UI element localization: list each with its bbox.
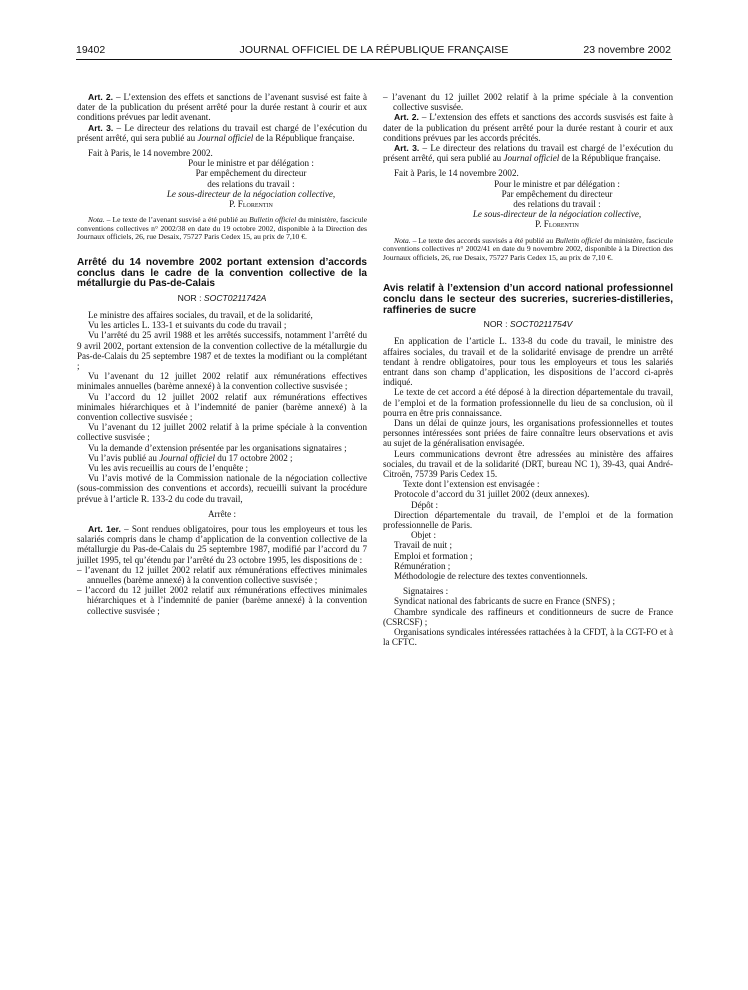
nota-note: Nota. – Le texte de l’avenant susvisé a été publié au Bulletin officiel du ministère, fascicule conventions collectives n° 2002/38 en date du 19 octobre 2002, disponible à la Direction des Journaux officiels, 26, rue Desaix, 75727 Paris Cedex 15, au prix de 7,10 €. <box>77 215 367 242</box>
list-item: Syndicat national des fabricants de sucre en France (SNFS) ; <box>394 596 615 607</box>
paragraph: Vu l’accord du 12 juillet 2002 relatif aux rémunérations effectives minimales hiérarchiques et à l’indemnité de panier (barème annexé) à la convention collective susvisée ; <box>77 391 367 423</box>
paragraph: Le ministre des affaires sociales, du travail, et de la solidarité, <box>88 310 313 320</box>
signature-block: Pour le ministre et par délégation : Par empêchement du directeur des relations du travail : Le sous-directeur de la négociation collective, P. Florentin <box>77 158 367 209</box>
protocole-line: Protocole d’accord du 31 juillet 2002 (deux annexes). <box>394 489 590 500</box>
subheading-texte: Texte dont l’extension est envisagée : <box>403 479 540 490</box>
signature-date: Fait à Paris, le 14 novembre 2002. <box>88 148 213 159</box>
article-2: Art. 2. – L’extension des effets et sanctions des accords susvisés est faite à dater de la publication du présent arrêté pour la durée restant à courir et aux conditions prévues par les accords précités. <box>383 112 674 143</box>
nota-note: Nota. – Le texte des accords susvisés a été publié au Bulletin officiel du ministère, fascicule conventions collectives n° 2002/41 en date du 9 novembre 2002, disponible à la Direction des Journaux officiels, 26, rue Desaix, 75727 Paris Cedex 15, au prix de 7,10 €. <box>383 235 673 262</box>
paragraph: Le texte de cet accord a été déposé à la direction départementale du travail, de l’emploi et de la formation professionnelle du lieu de sa conclusion, où il pourra en être pris connaissance. <box>383 387 673 418</box>
paragraph: Dans un délai de quinze jours, les organisations professionnelles et toutes personnes intéressées sont priées de faire connaître leurs observations et avis au sujet de la généralisation envisagée. <box>383 418 673 449</box>
list-item: Méthodologie de relecture des textes conventionnels. <box>394 571 588 582</box>
arrete-title: Arrêté du 14 novembre 2002 portant extension d’accords conclus dans le cadre de la convention collective de la métallurgie du Pas-de-Calais <box>77 257 367 290</box>
list-item: Chambre syndicale des raffineurs et conditionneurs de sucre de France (CSRCSF) ; <box>383 606 673 627</box>
paragraph: En application de l’article L. 133-8 du code du travail, le ministre des affaires sociales, du travail et de la solidarité envisage de prendre un arrêté tendant à rendre obligatoires, pour tous les employeurs et tous les salariés entrant dans son champ d’application, les dispositions de l’accord ci-après indiqué. <box>383 336 673 388</box>
arrete-heading: Arrête : <box>207 508 237 519</box>
subheading-objet: Objet : <box>411 530 437 541</box>
subheading-depot: Dépôt : <box>411 499 439 510</box>
list-item: – l’avenant du 12 juillet 2002 relatif à la prime spéciale à la convention collective susvisée. <box>383 92 673 113</box>
page-number: 19402 <box>76 44 106 56</box>
paragraph: Vu la demande d’extension présentée par les organisations signataires ; <box>88 442 347 453</box>
list-item: Travail de nuit ; <box>394 540 453 551</box>
list-item: – l’accord du 12 juillet 2002 relatif aux rémunérations effectives minimales hiérarchiques et à l’indemnité de panier (barème annexé) à la convention collective susvisée ; <box>77 585 367 616</box>
subheading-signataires: Signataires : <box>403 586 449 597</box>
paragraph: Vu l’avenant du 12 juillet 2002 relatif aux rémunérations effectives minimales annuelles (barème annexé) à la convention collective susvisée ; <box>77 371 367 392</box>
paragraph: Vu l’avenant du 12 juillet 2002 relatif à la prime spéciale à la convention collective susvisée ; <box>77 422 367 443</box>
header-rule <box>76 59 672 60</box>
running-header <box>0 44 748 58</box>
right-column <box>383 92 673 648</box>
paragraph: Leurs communications devront être adressées au ministère des affaires sociales, du travail et de la solidarité (DRT, bureau NC 1), 39-43, quai André-Citroën, 75739 Paris Cedex 15. <box>383 448 673 480</box>
article-1: Art. 1er. – Sont rendues obligatoires, pour tous les employeurs et tous les salariés compris dans le champ d’application de la convention collective de la métallurgie du Pas-de-Calais du 25 septembre 1987, modifié par l’accord du 7 juillet 1995, tel qu’étendu par l’arrêté du 23 octobre 1995, les dispositions de : <box>77 524 367 565</box>
paragraph: Vu l’avis motivé de la Commission nationale de la négociation collective (sous-commission des conventions et accords), recueilli suivant la procédure prévue à l’article R. 133-2 du code du travail, <box>77 473 367 504</box>
paragraph: Vu les articles L. 133-1 et suivants du code du travail ; <box>88 320 287 331</box>
article-3: Art. 3. – Le directeur des relations du travail est chargé de l’exécution du présent arrêté, qui sera publié au Journal officiel de la République française. <box>77 122 367 143</box>
article-3: Art. 3. – Le directeur des relations du travail est chargé de l’exécution du présent arrêté, qui sera publié au Journal officiel de la République française. <box>383 143 673 164</box>
paragraph: Vu l’arrêté du 25 avril 1988 et les arrêtés successifs, notamment l’arrêté du 9 avril 2002, portant extension de la convention collective de la métallurgie du Pas-de-Calais du 25 septembre 1987 et de textes la modifiant ou la complétant ; <box>77 330 367 372</box>
list-item: Emploi et formation ; <box>394 550 473 561</box>
journal-title: JOURNAL OFFICIEL DE LA RÉPUBLIQUE FRANÇAISE <box>239 44 509 56</box>
signature-date: Fait à Paris, le 14 novembre 2002. <box>394 168 519 179</box>
signature-block: Pour le ministre et par délégation : Par empêchement du directeur des relations du travail : Le sous-directeur de la négociation collective, P. Florentin <box>383 179 673 230</box>
paragraph: Vu l’avis publié au Journal officiel du 17 octobre 2002 ; <box>88 452 293 463</box>
nor-reference: NOR : SOCT0211754V <box>483 319 573 330</box>
list-item: Rémunération ; <box>394 560 451 571</box>
list-item: Organisations syndicales intéressées rattachées à la CFDT, à la CGT-FO et à la CFTC. <box>383 627 673 648</box>
paragraph: Vu les avis recueillis au cours de l’enquête ; <box>88 463 249 474</box>
signatory-name: P. Florentin <box>535 219 579 230</box>
nor-reference: NOR : SOCT0211742A <box>177 292 267 303</box>
depot-text: Direction départementale du travail, de l’emploi et de la formation professionnelle de Paris. <box>383 509 673 531</box>
left-column <box>77 92 367 616</box>
issue-date: 23 novembre 2002 <box>583 44 671 56</box>
article-2: Art. 2. – L’extension des effets et sanctions de l’avenant susvisé est faite à dater de la publication du présent arrêté pour la durée restant à courir et aux conditions prévues par ledit avenant. <box>77 92 368 123</box>
avis-title: Avis relatif à l’extension d’un accord national professionnel conclu dans le secteur des sucreries, sucreries-distilleries, raffineries de sucre <box>383 283 673 316</box>
list-item: – l’avenant du 12 juillet 2002 relatif aux rémunérations effectives minimales annuelles (barème annexé) à la convention collective susvisée ; <box>77 564 367 586</box>
signatory-name: P. Florentin <box>229 199 273 210</box>
